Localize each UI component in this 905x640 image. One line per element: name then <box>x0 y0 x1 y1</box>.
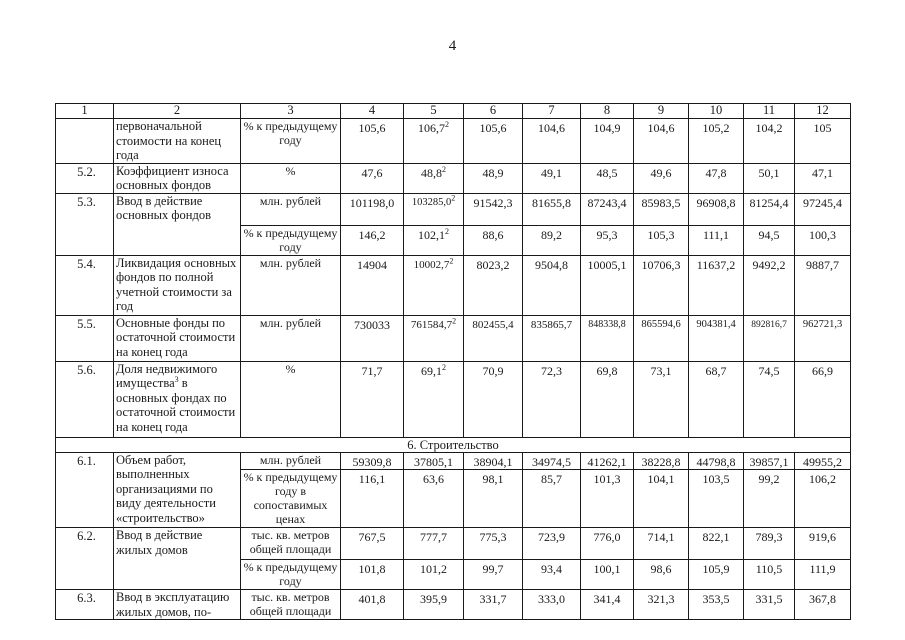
value-cell: 104,1 <box>634 470 689 528</box>
value-cell: 802455,4 <box>464 315 523 361</box>
value-cell: 111,9 <box>795 560 851 590</box>
value-cell: 104,2 <box>744 119 795 164</box>
value-cell: 331,5 <box>744 590 795 620</box>
value-cell: 100,1 <box>581 560 634 590</box>
value-cell: 89,2 <box>523 225 581 255</box>
value-cell: 106,2 <box>795 470 851 528</box>
value-cell: 9504,8 <box>523 255 581 315</box>
row-code: 6.3. <box>56 590 114 620</box>
table-row <box>56 255 851 315</box>
value-cell: 10005,1 <box>581 255 634 315</box>
value-cell: 367,8 <box>795 590 851 620</box>
unit: % <box>241 361 341 437</box>
value-cell: 106,7$^2$ <box>404 119 464 164</box>
indicator-name: Ввод в действие жилых домов <box>114 528 241 590</box>
table-row <box>56 528 851 560</box>
value-cell: 38904,1 <box>464 452 523 470</box>
value-cell: 101,3 <box>581 470 634 528</box>
column-number: 5 <box>404 104 464 119</box>
value-cell: 98,1 <box>464 470 523 528</box>
value-cell: 81655,8 <box>523 193 581 225</box>
column-number: 4 <box>341 104 404 119</box>
value-cell: 395,9 <box>404 590 464 620</box>
column-number: 2 <box>114 104 241 119</box>
section-title: 6. Строительство <box>56 437 851 452</box>
value-cell: 41262,1 <box>581 452 634 470</box>
value-cell: 47,6 <box>341 163 404 193</box>
column-number: 8 <box>581 104 634 119</box>
column-number: 9 <box>634 104 689 119</box>
value-cell: 37805,1 <box>404 452 464 470</box>
value-cell: 8023,2 <box>464 255 523 315</box>
value-cell: 775,3 <box>464 528 523 560</box>
value-cell: 105 <box>795 119 851 164</box>
row-code: 5.6. <box>56 361 114 437</box>
value-cell: 14904 <box>341 255 404 315</box>
value-cell: 94,5 <box>744 225 795 255</box>
value-cell: 74,5 <box>744 361 795 437</box>
column-number: 12 <box>795 104 851 119</box>
value-cell: 401,8 <box>341 590 404 620</box>
value-cell: 100,3 <box>795 225 851 255</box>
value-cell: 105,9 <box>689 560 744 590</box>
value-cell: 72,3 <box>523 361 581 437</box>
unit: % к предыдущему году <box>241 560 341 590</box>
column-number: 3 <box>241 104 341 119</box>
value-cell: 85,7 <box>523 470 581 528</box>
value-cell: 101,8 <box>341 560 404 590</box>
value-cell: 105,6 <box>464 119 523 164</box>
value-cell: 822,1 <box>689 528 744 560</box>
value-cell: 110,5 <box>744 560 795 590</box>
value-cell: 85983,5 <box>634 193 689 225</box>
value-cell: 69,8 <box>581 361 634 437</box>
unit: % к предыдущему году <box>241 225 341 255</box>
value-cell: 9887,7 <box>795 255 851 315</box>
indicator-name: Ликвидация основных фондов по полной учетной стоимости за год <box>114 255 241 315</box>
value-cell: 47,1 <box>795 163 851 193</box>
value-cell: 776,0 <box>581 528 634 560</box>
value-cell: 49955,2 <box>795 452 851 470</box>
value-cell: 904381,4 <box>689 315 744 361</box>
value-cell: 47,8 <box>689 163 744 193</box>
value-cell: 714,1 <box>634 528 689 560</box>
value-cell: 777,7 <box>404 528 464 560</box>
column-number: 11 <box>744 104 795 119</box>
indicator-name: Ввод в эксплуатацию жилых домов, по- <box>114 590 241 620</box>
value-cell: 104,6 <box>523 119 581 164</box>
value-cell: 91542,3 <box>464 193 523 225</box>
row-code: 5.2. <box>56 163 114 193</box>
value-cell: 761584,7$^2$ <box>404 315 464 361</box>
value-cell: 105,2 <box>689 119 744 164</box>
value-cell: 71,7 <box>341 361 404 437</box>
value-cell: 48,9 <box>464 163 523 193</box>
value-cell: 96908,8 <box>689 193 744 225</box>
value-cell: 835865,7 <box>523 315 581 361</box>
value-cell: 730033 <box>341 315 404 361</box>
table-row <box>56 163 851 193</box>
value-cell: 723,9 <box>523 528 581 560</box>
value-cell: 39857,1 <box>744 452 795 470</box>
value-cell: 81254,4 <box>744 193 795 225</box>
value-cell: 88,6 <box>464 225 523 255</box>
row-code: 6.2. <box>56 528 114 590</box>
table-row <box>56 315 851 361</box>
value-cell: 789,3 <box>744 528 795 560</box>
value-cell: 97245,4 <box>795 193 851 225</box>
statistics-table <box>55 103 851 620</box>
indicator-name: первоначальной стоимости на конец года <box>114 119 241 164</box>
value-cell: 865594,6 <box>634 315 689 361</box>
value-cell: 99,7 <box>464 560 523 590</box>
row-code <box>56 119 114 164</box>
value-cell: 70,9 <box>464 361 523 437</box>
unit: % к предыдущему году в сопоставимых ценах <box>241 470 341 528</box>
value-cell: 892816,7 <box>744 315 795 361</box>
indicator-name: Доля недвижимого имущества$^3$ в основных фондах по остаточной стоимости на конец года <box>114 361 241 437</box>
value-cell: 104,6 <box>634 119 689 164</box>
unit: млн. рублей <box>241 193 341 225</box>
value-cell: 49,1 <box>523 163 581 193</box>
value-cell: 103285,0$^2$ <box>404 193 464 225</box>
table-row <box>56 193 851 225</box>
value-cell: 34974,5 <box>523 452 581 470</box>
value-cell: 333,0 <box>523 590 581 620</box>
value-cell: 69,1$^2$ <box>404 361 464 437</box>
unit: тыс. кв. метров общей площади <box>241 590 341 620</box>
table-row <box>56 361 851 437</box>
value-cell: 962721,3 <box>795 315 851 361</box>
row-code: 5.3. <box>56 193 114 255</box>
value-cell: 44798,8 <box>689 452 744 470</box>
value-cell: 105,6 <box>341 119 404 164</box>
table-header-row <box>56 104 851 119</box>
value-cell: 48,8$^2$ <box>404 163 464 193</box>
unit: млн. рублей <box>241 255 341 315</box>
unit: млн. рублей <box>241 315 341 361</box>
table-row <box>56 590 851 620</box>
value-cell: 101,2 <box>404 560 464 590</box>
value-cell: 48,5 <box>581 163 634 193</box>
row-code: 5.4. <box>56 255 114 315</box>
value-cell: 105,3 <box>634 225 689 255</box>
unit: млн. рублей <box>241 452 341 470</box>
section-row <box>56 437 851 452</box>
column-number: 6 <box>464 104 523 119</box>
value-cell: 103,5 <box>689 470 744 528</box>
value-cell: 50,1 <box>744 163 795 193</box>
value-cell: 63,6 <box>404 470 464 528</box>
indicator-name: Коэффициент износа основных фондов <box>114 163 241 193</box>
column-number: 7 <box>523 104 581 119</box>
table-row <box>56 452 851 470</box>
value-cell: 111,1 <box>689 225 744 255</box>
unit: тыс. кв. метров общей площади <box>241 528 341 560</box>
value-cell: 848338,8 <box>581 315 634 361</box>
column-number: 10 <box>689 104 744 119</box>
value-cell: 49,6 <box>634 163 689 193</box>
table-row <box>56 119 851 164</box>
value-cell: 11637,2 <box>689 255 744 315</box>
value-cell: 919,6 <box>795 528 851 560</box>
value-cell: 102,1$^2$ <box>404 225 464 255</box>
value-cell: 98,6 <box>634 560 689 590</box>
value-cell: 73,1 <box>634 361 689 437</box>
value-cell: 10002,7$^2$ <box>404 255 464 315</box>
column-number: 1 <box>56 104 114 119</box>
indicator-name: Ввод в действие основных фондов <box>114 193 241 255</box>
value-cell: 10706,3 <box>634 255 689 315</box>
indicator-name: Основные фонды по остаточной стоимости на конец года <box>114 315 241 361</box>
value-cell: 38228,8 <box>634 452 689 470</box>
value-cell: 321,3 <box>634 590 689 620</box>
value-cell: 341,4 <box>581 590 634 620</box>
value-cell: 353,5 <box>689 590 744 620</box>
value-cell: 93,4 <box>523 560 581 590</box>
value-cell: 66,9 <box>795 361 851 437</box>
unit: % к предыдущему году <box>241 119 341 164</box>
unit: % <box>241 163 341 193</box>
value-cell: 87243,4 <box>581 193 634 225</box>
value-cell: 116,1 <box>341 470 404 528</box>
value-cell: 101198,0 <box>341 193 404 225</box>
value-cell: 59309,8 <box>341 452 404 470</box>
value-cell: 68,7 <box>689 361 744 437</box>
value-cell: 146,2 <box>341 225 404 255</box>
page-number: 4 <box>448 38 457 54</box>
row-code: 5.5. <box>56 315 114 361</box>
value-cell: 99,2 <box>744 470 795 528</box>
value-cell: 331,7 <box>464 590 523 620</box>
value-cell: 767,5 <box>341 528 404 560</box>
value-cell: 95,3 <box>581 225 634 255</box>
value-cell: 9492,2 <box>744 255 795 315</box>
row-code: 6.1. <box>56 452 114 528</box>
value-cell: 104,9 <box>581 119 634 164</box>
indicator-name: Объем работ, выполненных организациями по виду деятельности «строительство» <box>114 452 241 528</box>
